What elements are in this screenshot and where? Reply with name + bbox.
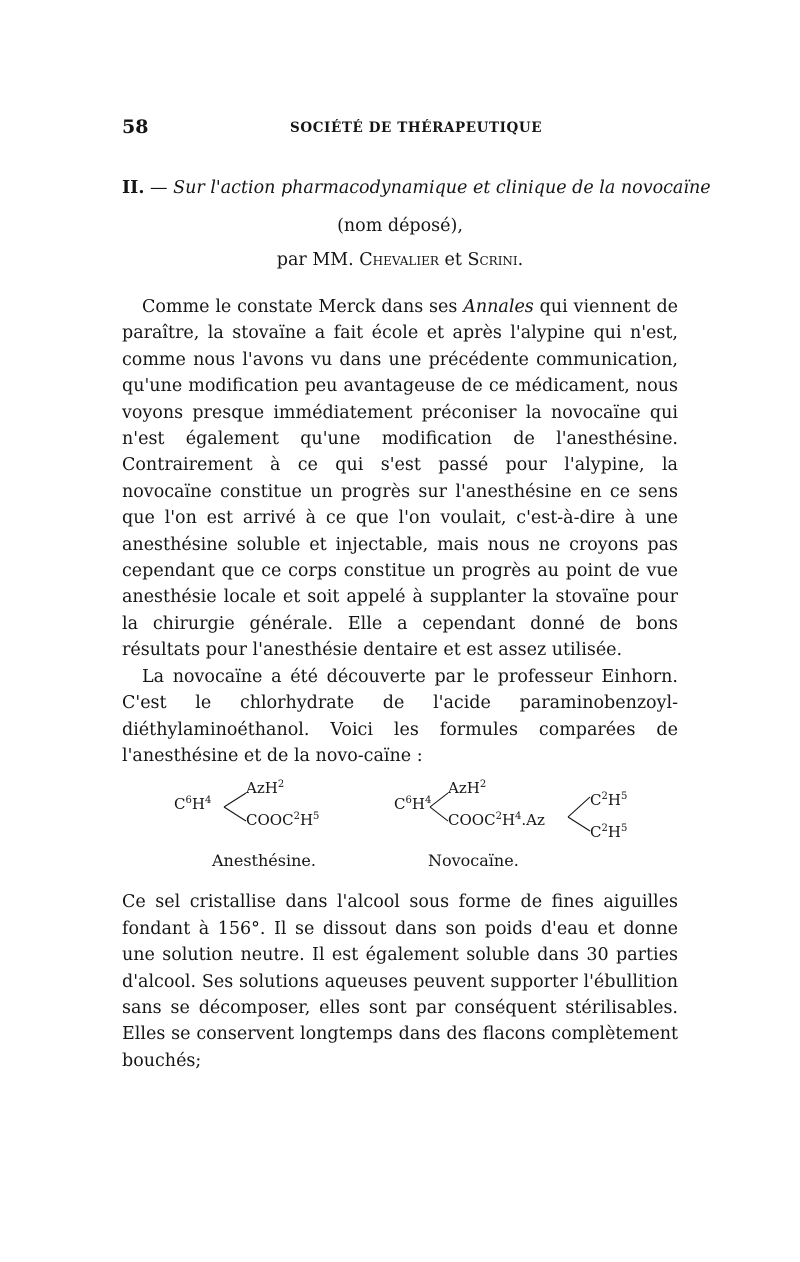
- novocaine-caption: Novocaïne.: [428, 851, 519, 871]
- formula-novocaine: [394, 775, 674, 885]
- article-subtitle: (nom déposé),: [337, 216, 463, 236]
- annales-italic: Annales: [463, 297, 534, 317]
- paragraph-1: [122, 294, 678, 664]
- article-title-text: Sur l'action pharmacodynamique et clinique de la novocaïne: [173, 178, 711, 198]
- anesthesine-top-group: AzH$^2$: [246, 779, 285, 798]
- chemical-formulas: [122, 775, 678, 885]
- title-dash: —: [150, 178, 168, 198]
- novocaine-top-group: AzH$^2$: [448, 779, 487, 798]
- anesthesine-caption: Anesthésine.: [212, 851, 316, 871]
- paragraph-2: La novocaïne a été découverte par le professeur Einhorn. C'est le chlorhydrate de l'acide paraminobenzoyl-diéthylaminoéthanol. Voici les formules comparées de l'anesthésine et de la novo-caïne :: [122, 666, 678, 766]
- novocaine-ethyl-bottom: $C^2H^5$: [590, 823, 628, 842]
- author-chevalier: Chevalier: [359, 250, 439, 270]
- article-title: [122, 176, 711, 200]
- page-number: 58: [122, 116, 149, 138]
- novocaine-bottom-group: $COOC^2H^4.Az$: [448, 811, 545, 830]
- novocaine-core: $C^6H^4$: [394, 795, 432, 814]
- paragraph-1-rest: qui viennent de paraître, la stovaïne a fait école et après l'alypine qui n'est, comme nous l'avons vu dans une précédente communication, qu'une modification peu avantageuse de ce médicament, nous voyons presque immédiatement préconiser la novocaïne qui n'est également qu'une modification de l'anesthésine. Contrairement à ce qui s'est passé pour l'alypine, la novocaïne constitue un progrès sur l'anesthésine en ce sens que l'on est arrivé à ce que l'on voulait, c'est-à-dire à une anesthésine soluble et injectable, mais nous ne croyons pas cependant que ce corps constitue un progrès au point de vue anesthésie locale et soit appelé à supplanter la stovaïne pour la chirurgie générale. Elle a cependant donné de bons résultats pour l'anesthésie dentaire et est assez utilisée.: [122, 297, 679, 661]
- author-scrini: Scrini.: [467, 250, 524, 270]
- article-number: II.: [122, 178, 145, 198]
- formula-anesthesine: [174, 775, 374, 885]
- paragraph-3: Ce sel cristallise dans l'alcool sous forme de fines aiguilles fondant à 156°. Il se dissout dans son poids d'eau et donne une solution neutre. Il est également soluble dans 30 parties d'alcool. Ses solutions aqueuses peuvent supporter l'ébullition sans se décomposer, elles sont par conséquent stérilisables. Elles se conservent longtemps dans des flacons complètement bouchés;: [122, 892, 678, 1071]
- paragraph-1-start: Comme le constate Merck dans ses: [142, 297, 464, 317]
- authors-prefix: par MM.: [276, 250, 354, 270]
- running-head: [122, 112, 678, 146]
- book-page: [122, 112, 711, 1074]
- running-title: SOCIÉTÉ DE THÉRAPEUTIQUE: [290, 120, 543, 136]
- novocaine-ethyl-top: $C^2H^5$: [590, 791, 628, 810]
- anesthesine-bottom-group: $COOC^2H^5$: [246, 811, 320, 830]
- anesthesine-core: $C^6H^4$: [174, 795, 212, 814]
- article-authors: [122, 248, 678, 272]
- authors-conjunction: et: [444, 250, 462, 270]
